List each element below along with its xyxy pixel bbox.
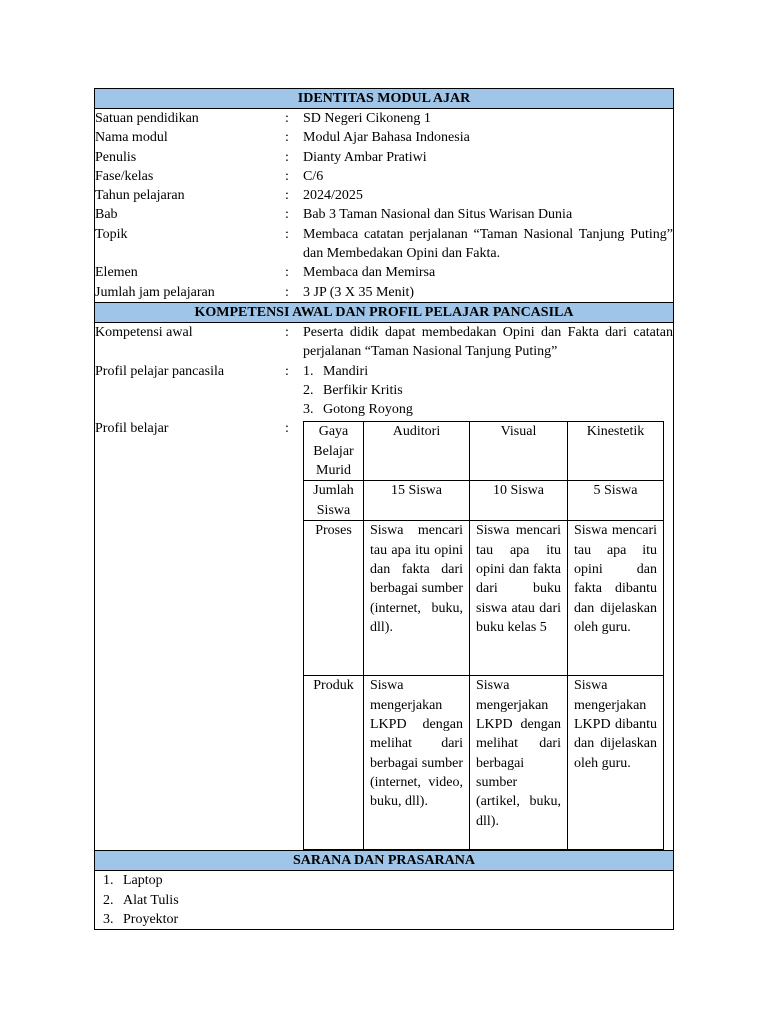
identity-row [95,167,673,186]
table-row [304,521,664,676]
profil-list [303,362,673,420]
module-document [94,88,674,930]
field-value: SD Negeri Cikoneng 1 [303,111,431,126]
field-value: 3 JP (3 X 35 Menit) [303,284,415,300]
colon: : [285,284,289,300]
field-label: Kompetensi awal [95,324,193,340]
list-item [103,891,673,910]
field-label: Tahun pelajaran [95,188,185,204]
module-table [94,88,674,930]
list-item [103,871,673,890]
list-number: 2. [303,382,314,398]
list-number: 3. [303,402,314,418]
table-cell: Siswa mengerjakan LKPD dengan melihat dari berbagai sumber (internet, video, buku, dll). [364,676,470,850]
list-number: 1. [303,363,314,379]
list-text: Alat Tulis [123,892,179,908]
table-cell: 15 Siswa [364,481,470,521]
list-item [303,400,673,419]
identity-row [95,283,673,302]
colon: : [285,188,289,204]
table-cell: Siswa mengerjakan LKPD dengan melihat dari berbagai sumber (artikel, buku, dll). [470,676,568,850]
identity-row [95,225,673,264]
section-heading-identitas: IDENTITAS MODUL AJAR [95,89,674,109]
list-item [103,910,673,929]
list-item [303,362,673,381]
colon: : [285,226,289,242]
identity-row [95,186,673,205]
list-text: Gotong Royong [323,402,413,418]
field-label: Penulis [95,149,137,165]
identity-row [95,109,673,128]
colon: : [285,324,289,340]
list-number: 1. [103,873,114,889]
list-text: Berfikir Kritis [323,382,403,398]
list-number: 2. [103,892,114,908]
table-cell: Siswa mencari tau apa itu opini dan fakta dibantu dan dijelaskan oleh guru. [568,521,664,676]
colon: : [285,207,289,223]
table-cell: Siswa mengerjakan LKPD dibantu dan dijelaskan oleh guru. [568,676,664,850]
sarana-list [103,871,673,929]
field-value: 2024/2025 [303,188,363,204]
profil-belajar-container [303,419,673,850]
field-value: Membaca dan Memirsa [303,265,436,281]
field-label: Elemen [95,265,138,281]
table-cell: 10 Siswa [470,481,568,521]
field-label: Jumlah jam pelajaran [95,284,215,300]
field-value: Membaca catatan perjalanan “Taman Nasional Tanjung Puting” dan Membedakan Opini dan Fakta. [303,226,673,262]
table-cell: Auditori [364,422,470,481]
table-row [304,422,664,481]
kompetensi-awal-row [95,323,673,362]
field-label: Profil belajar [95,421,169,437]
colon: : [285,149,289,165]
identity-row [95,148,673,167]
table-cell: Siswa mencari tau apa itu opini dan fakta dari buku siswa atau dari buku kelas 5 [470,521,568,676]
list-number: 3. [103,912,114,928]
field-label: Topik [95,226,128,242]
colon: : [285,111,289,126]
table-cell: Kinestetik [568,422,664,481]
identitas-section [95,109,674,303]
table-cell: Visual [470,422,568,481]
field-value: Bab 3 Taman Nasional dan Situs Warisan Dunia [303,207,573,223]
identity-row [95,263,673,282]
field-value: Dianty Ambar Pratiwi [303,149,427,165]
section-heading-kompetensi: KOMPETENSI AWAL DAN PROFIL PELAJAR PANCASILA [95,302,674,322]
field-label: Profil pelajar pancasila [95,363,225,379]
field-label: Bab [95,207,118,223]
table-cell: Siswa mencari tau apa itu opini dan fakta dari berbagai sumber (internet, buku, dll). [364,521,470,676]
list-text: Proyektor [123,912,179,928]
identity-row [95,205,673,224]
identity-row [95,128,673,147]
field-label: Nama modul [95,130,168,146]
kompetensi-section [95,322,674,850]
profil-belajar-row [95,419,673,850]
section-heading-sarana: SARANA DAN PRASARANA [95,851,674,871]
table-cell: Produk [304,676,364,850]
list-text: Laptop [123,873,163,889]
colon: : [285,265,289,281]
colon: : [285,421,289,437]
table-row [304,676,664,850]
sarana-section [95,871,674,930]
list-item [303,381,673,400]
table-cell: Jumlah Siswa [304,481,364,521]
field-value: Modul Ajar Bahasa Indonesia [303,130,470,146]
profil-pancasila-row [95,362,673,420]
colon: : [285,363,289,379]
field-label: Satuan pendidikan [95,111,199,126]
table-cell: 5 Siswa [568,481,664,521]
learning-style-table [303,421,664,850]
table-cell: Proses [304,521,364,676]
colon: : [285,130,289,146]
table-row [304,481,664,521]
field-label: Fase/kelas [95,168,154,184]
field-value: Peserta didik dapat membedakan Opini dan Fakta dari catatan perjalanan “Taman Nasional Tanjung Puting” [303,324,673,360]
table-cell: Gaya Belajar Murid [304,422,364,481]
colon: : [285,168,289,184]
field-value: C/6 [303,168,324,184]
list-text: Mandiri [323,363,369,379]
